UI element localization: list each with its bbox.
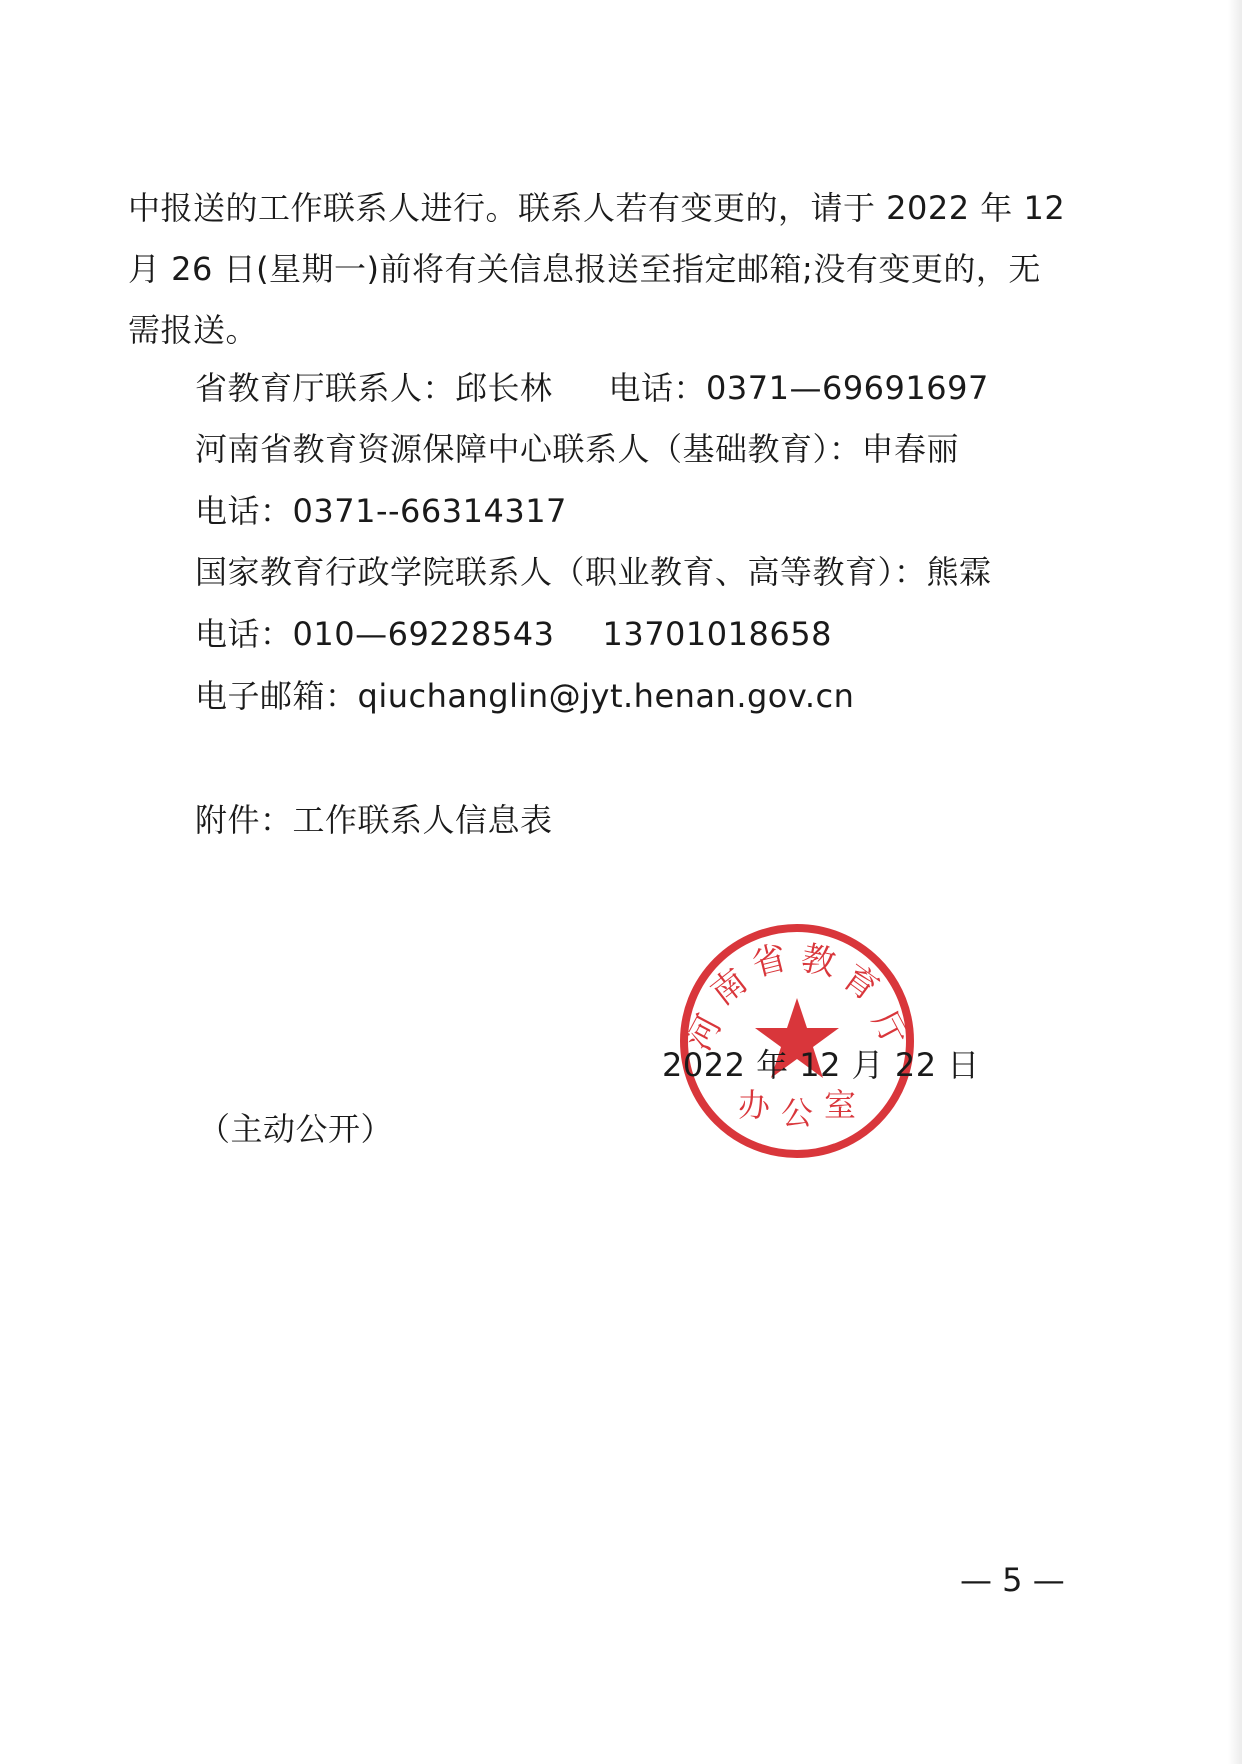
resource-center-phone: 电话：0371--66314317 (195, 492, 567, 530)
provincial-contact-line (195, 368, 989, 408)
provincial-contact: 省教育厅联系人：邱长林 (195, 369, 553, 407)
svg-text:育: 育 (834, 956, 886, 1010)
paragraph-line-1: 中报送的工作联系人进行。联系人若有变更的，请于 2022 年 12 (128, 189, 1066, 227)
email-line: 电子邮箱：qiuchanglin@jyt.henan.gov.cn (195, 677, 855, 715)
svg-text:室: 室 (823, 1086, 857, 1124)
public-disclosure-note: （主动公开） (198, 1110, 394, 1148)
provincial-phone: 电话：0371—69691697 (608, 369, 989, 407)
svg-text:省: 省 (748, 937, 791, 985)
academy-mobile: 13701018658 (602, 615, 832, 653)
paragraph-line-3: 需报送。 (128, 311, 259, 349)
resource-center-contact: 河南省教育资源保障中心联系人（基础教育）：申春丽 (195, 430, 960, 468)
attachment-line: 附件：工作联系人信息表 (195, 801, 553, 839)
academy-phone: 电话：010—69228543 (195, 615, 555, 653)
issue-date: 2022 年 12 月 22 日 (662, 1046, 980, 1084)
svg-text:河: 河 (678, 1008, 730, 1058)
seal-graphic (676, 920, 918, 1162)
svg-text:南: 南 (703, 961, 755, 1014)
academy-phone-line (195, 614, 832, 654)
svg-text:办: 办 (737, 1086, 771, 1124)
svg-text:公: 公 (780, 1094, 814, 1132)
official-seal (676, 920, 918, 1162)
page-number: — 5 — (960, 1561, 1065, 1599)
academy-contact: 国家教育行政学院联系人（职业教育、高等教育）：熊霖 (195, 553, 992, 591)
paragraph-line-2: 月 26 日(星期一)前将有关信息报送至指定邮箱;没有变更的，无 (128, 250, 1041, 288)
svg-text:教: 教 (797, 938, 840, 985)
page-edge (1228, 0, 1242, 1764)
svg-text:厅: 厅 (864, 1004, 916, 1054)
